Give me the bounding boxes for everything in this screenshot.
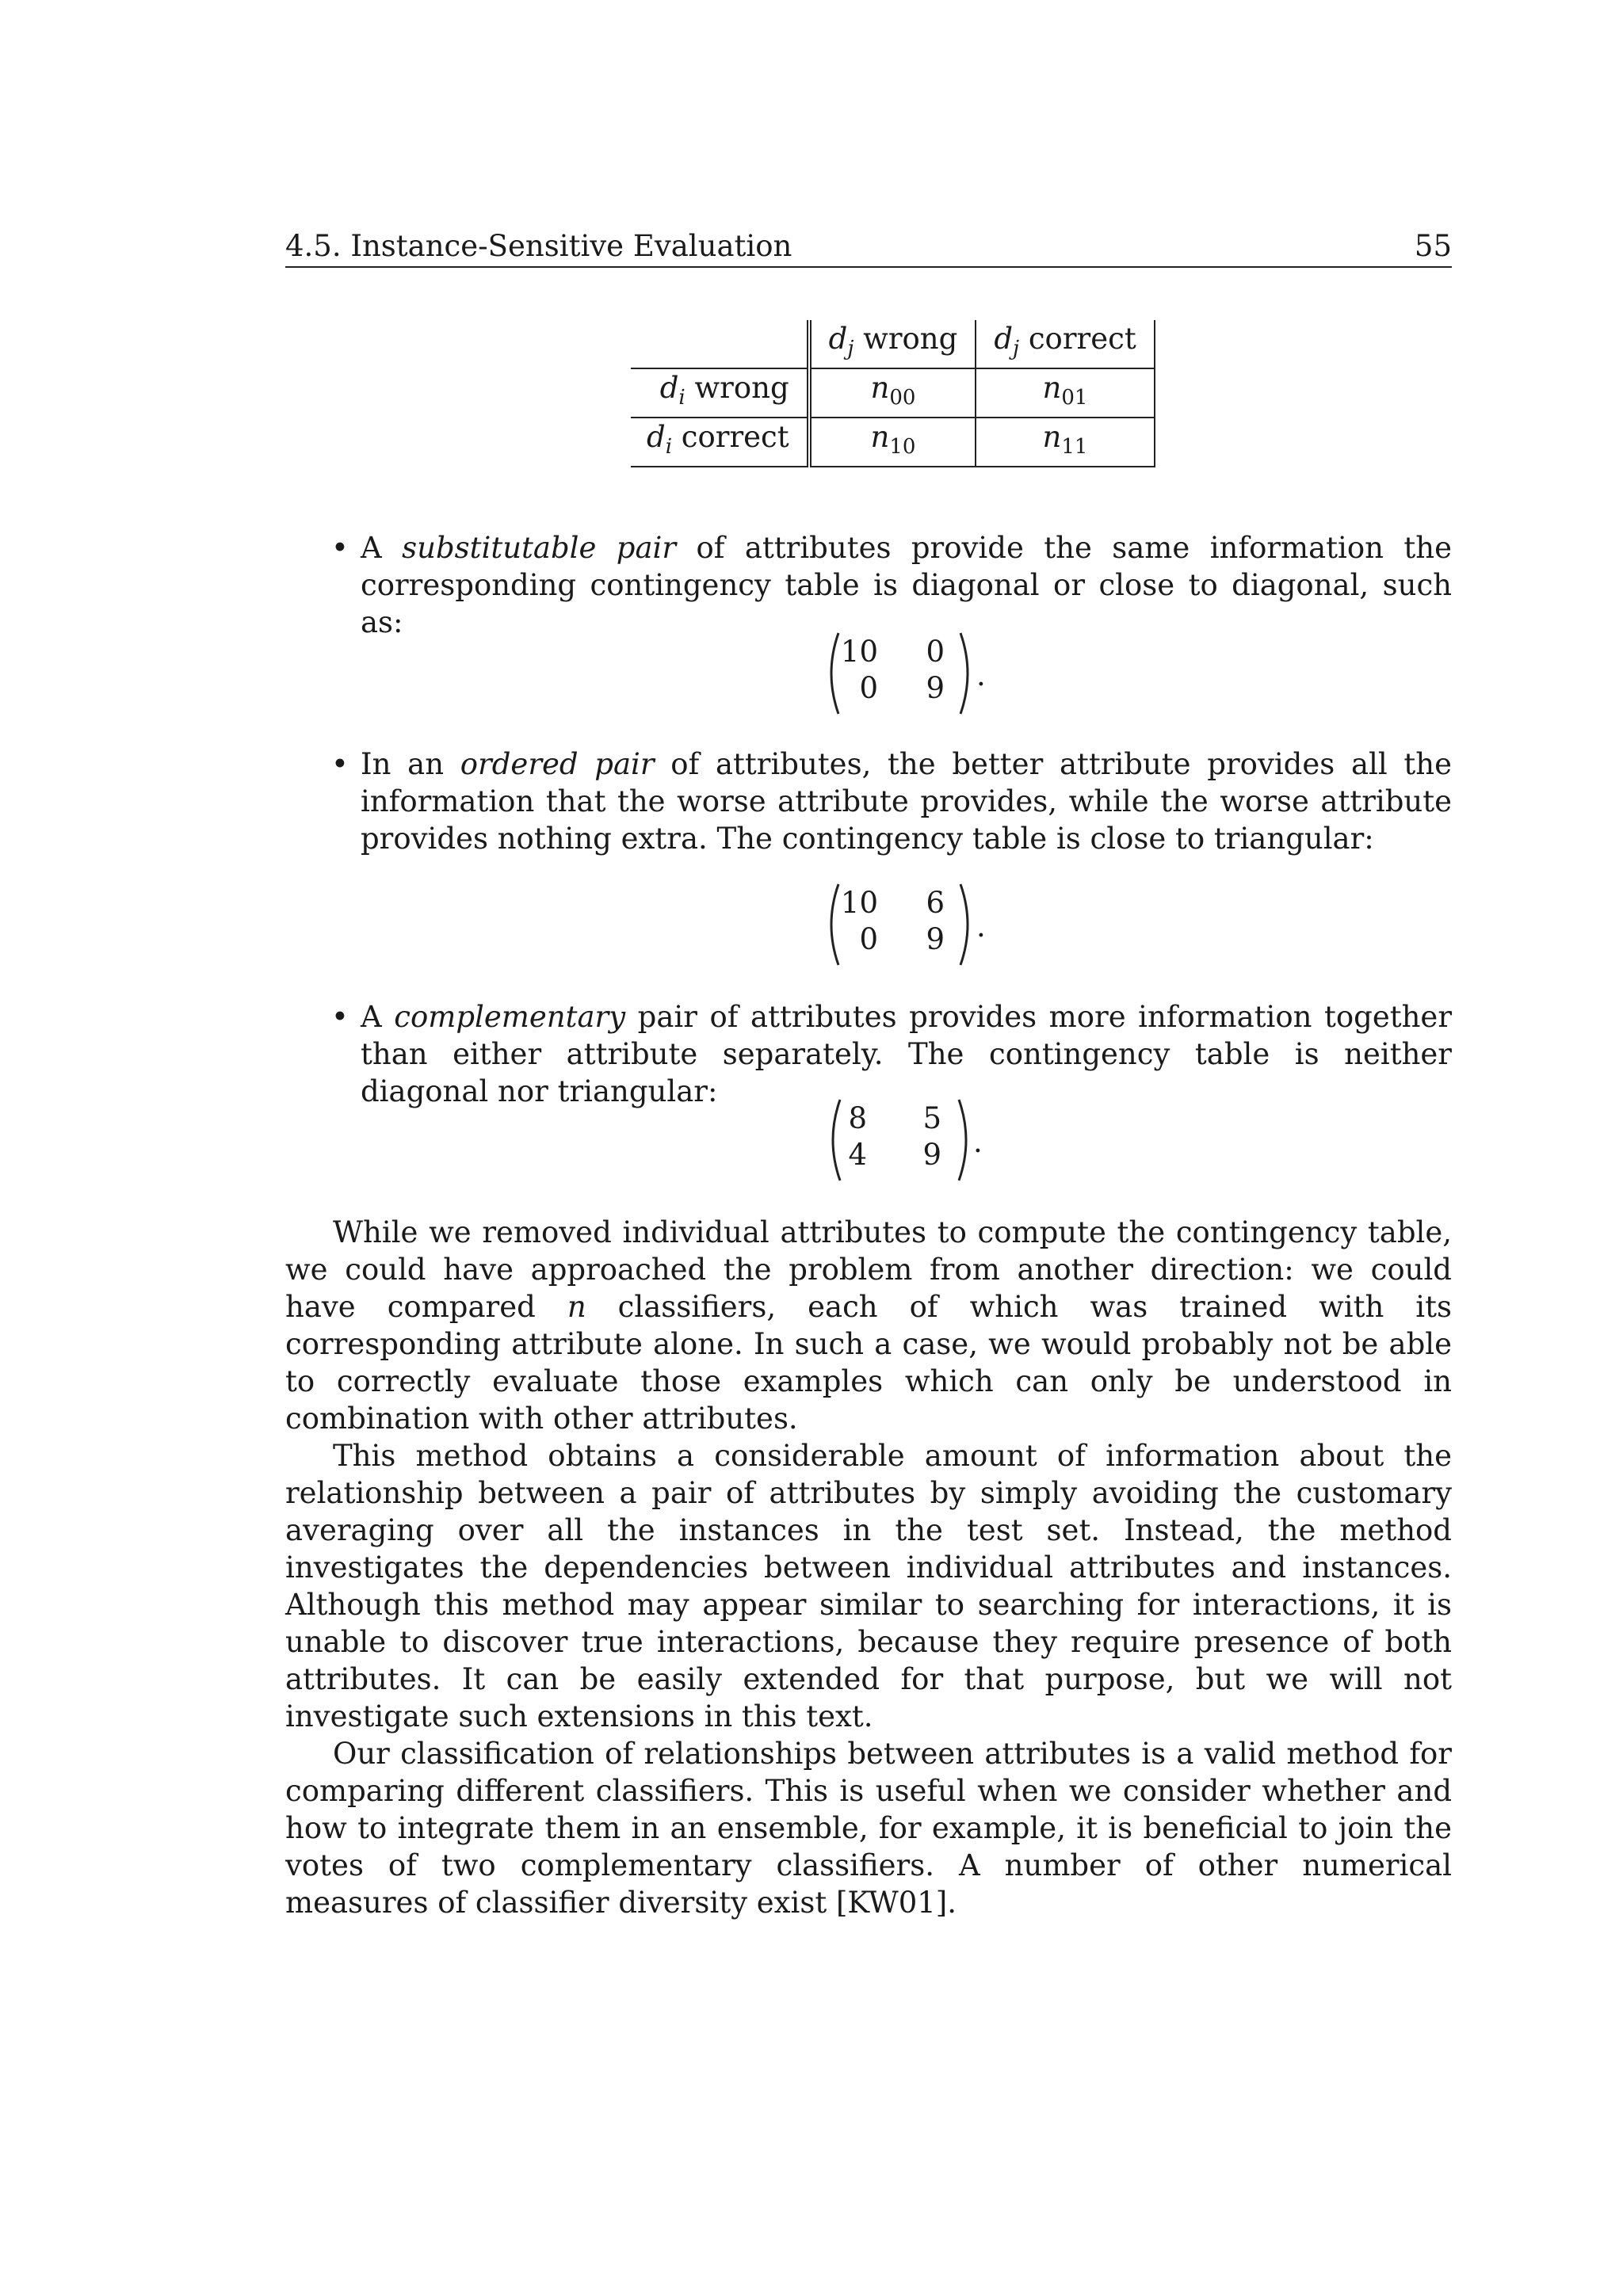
matrix-period: . bbox=[973, 1125, 983, 1159]
table-cell-n01: $n_{01}$ bbox=[976, 368, 1154, 418]
body-text bbox=[285, 1214, 1452, 1921]
matrix-cell: 9 bbox=[926, 922, 945, 956]
table-cell-n00: $n_{00}$ bbox=[809, 368, 976, 418]
matrix-complementary bbox=[826, 1097, 1032, 1184]
list-item-substitutable: • A substitutable pair of attributes provide the same information the corresponding contingency table is diagonal or close to diagonal, such as: bbox=[331, 531, 1452, 639]
table-cell-n11: $n_{11}$ bbox=[976, 418, 1154, 467]
page-number: 55 bbox=[1414, 229, 1452, 263]
matrix-ordered bbox=[824, 881, 1030, 968]
table-header-row bbox=[631, 320, 1155, 368]
matrix-cell: 5 bbox=[922, 1101, 941, 1135]
matrix-cell: 8 bbox=[848, 1101, 867, 1135]
table-cell-n10: $n_{10}$ bbox=[809, 418, 976, 467]
bullet-icon: • bbox=[331, 1000, 349, 1034]
matrix-cell: 10 bbox=[840, 886, 878, 920]
table-col-header-correct: $d_j$ correct bbox=[976, 320, 1154, 368]
list-item-ordered: • In an ordered pair of attributes, the better attribute provides all the information that the worse attribute provides, while the worse attribute provides nothing extra. The contingency table is close to triangular: bbox=[331, 747, 1452, 856]
matrix-cell: 10 bbox=[840, 635, 878, 669]
matrix-cell: 6 bbox=[926, 886, 945, 920]
matrix-cell: 4 bbox=[848, 1138, 867, 1172]
matrix-cell: 0 bbox=[859, 922, 878, 956]
matrix-period: . bbox=[976, 910, 986, 944]
contingency-table bbox=[631, 320, 1155, 467]
table-corner bbox=[631, 320, 809, 368]
running-header bbox=[285, 227, 1452, 268]
paragraph: Our classification of relationships between attributes is a valid method for comparing different classifiers. This is useful when we consider whether and how to integrate them in an ensemble, for example, it is beneficial to join the votes of two complementary classifiers. A number of other numerical measures of classifier diversity exist [KW01]. bbox=[285, 1737, 1452, 1920]
matrix-cell: 0 bbox=[926, 635, 945, 669]
table-row-header-wrong: $d_i$ wrong bbox=[631, 368, 809, 418]
bullet-icon: • bbox=[331, 531, 349, 565]
matrix-cell: 0 bbox=[859, 671, 878, 705]
table-row bbox=[631, 368, 1155, 418]
bullet-icon: • bbox=[331, 747, 349, 781]
paragraph: This method obtains a considerable amount of information about the relationship between a pair of attributes by simply avoiding the customary averaging over all the instances in the test set. Instead, the method investigates the dependencies between individual attributes and instances. Although this method may appear similar to searching for interactions, it is unable to discover true interactions, because they require presence of both attributes. It can be easily extended for that purpose, but we will not investigate such extensions in this text. bbox=[285, 1439, 1452, 1733]
paragraph: While we removed individual attributes to compute the contingency table, we could have approached the problem from another direction: we could have compared n classifiers, each of which was trained with its corresponding attribute alone. In such a case, we would probably not be able to correctly evaluate those examples which can only be understood in combination with other attributes. bbox=[285, 1215, 1453, 1436]
section-title: 4.5. Instance-Sensitive Evaluation bbox=[285, 229, 792, 263]
matrix-cell: 9 bbox=[922, 1138, 941, 1172]
table-row bbox=[631, 418, 1155, 467]
list-item-complementary: • A complementary pair of attributes provides more information together than either attribute separately. The contingency table is neither diagonal nor triangular: bbox=[331, 1000, 1452, 1108]
matrix-cell: 9 bbox=[926, 671, 945, 705]
matrix-substitutable bbox=[824, 630, 1030, 717]
matrix-period: . bbox=[976, 658, 986, 692]
table-row-header-correct: $d_i$ correct bbox=[631, 418, 809, 467]
table-col-header-wrong: $d_j$ wrong bbox=[809, 320, 976, 368]
